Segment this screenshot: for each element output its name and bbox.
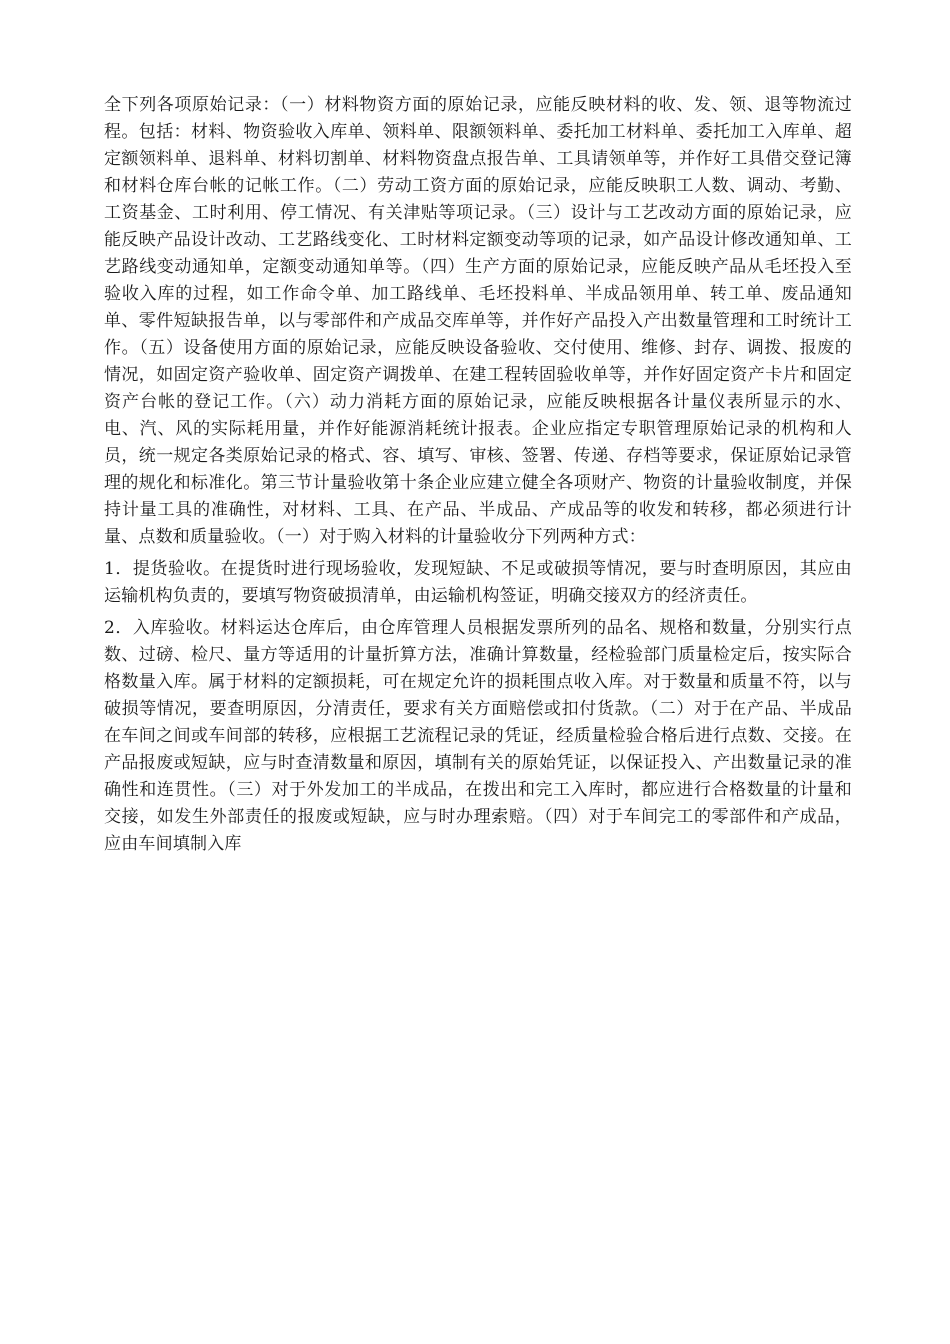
paragraph-pickup-inspection: 1．提货验收。在提货时进行现场验收，发现短缺、不足或破损等情况，要与时查明原因，其应由运输机构负责的，要填写物资破损清单，由运输机构签证，明确交接双方的经济责任。 — [104, 559, 852, 606]
paragraph-records: 全下列各项原始记录：（一）材料物资方面的原始记录，应能反映材料的收、发、领、退等物流过程。包括：材料、物资验收入库单、领料单、限额领料单、委托加工材料单、委托加工入库单、超定额领料单、退料单、材料切割单、材料物资盘点报告单、工具请领单等，并作好工具借交登记簿和材料仓库台帐的记帐工作。（二）劳动工资方面的原始记录，应能反映职工人数、调动、考勤、工资基金、工时利用、停工情况、有关津贴等项记录。（三）设计与工艺改动方面的原始记录，应能反映产品设计改动、工艺路线变化、工时材料定额变动等项的记录，如产品设计修改通知单、工艺路线变动通知单，定额变动通知单等。（四）生产方面的原始记录，应能反映产品从毛坯投入至验收入库的过程，如工作命令单、加工路线单、毛坯投料单、半成品领用单、转工单、废品通知单、零件短缺报告单，以与零部件和产成品交库单等，并作好产品投入产出数量管理和工时统计工作。（五）设备使用方面的原始记录，应能反映设备验收、交付使用、维修、封存、调拨、报废的情况，如固定资产验收单、固定资产调拨单、在建工程转固验收单等，并作好固定资产卡片和固定资产台帐的登记工作。（六）动力消耗方面的原始记录，应能反映根据各计量仪表所显示的水、电、汽、风的实际耗用量，并作好能源消耗统计报表。企业应指定专职管理原始记录的机构和人员，统一规定各类原始记录的格式、容、填写、审核、签署、传递、存档等要求，保证原始记录管理的规化和标准化。第三节计量验收第十条企业应建立健全各项财产、物资的计量验收制度，并保持计量工具的准确性，对材料、工具、在产品、半成品、产成品等的收发和转移，都必须进行计量、点数和质量验收。（一）对于购入材料的计量验收分下列两种方式： — [104, 95, 852, 547]
paragraph-warehouse-inspection: 2．入库验收。材料运达仓库后，由仓库管理人员根据发票所列的品名、规格和数量，分别实行点数、过磅、检尺、量方等适用的计量折算方法，准确计算数量，经检验部门质量检定后，按实际合格数量入库。属于材料的定额损耗，可在规定允许的损耗围点收入库。对于数量和质量不符，以与破损等情况，要查明原因，分清责任，要求有关方面赔偿或扣付货款。（二）对于在产品、半成品在车间之间或车间部的转移，应根据工艺流程记录的凭证，经质量检验合格后进行点数、交接。在产品报废或短缺，应与时查清数量和原因，填制有关的原始凭证，以保证投入、产出数量记录的准确性和连贯性。（三）对于外发加工的半成品，在拨出和完工入库时，都应进行合格数量的计量和交接，如发生外部责任的报废或短缺，应与时办理索赔。（四）对于车间完工的零部件和产成品，应由车间填制入库 — [104, 618, 852, 854]
document-body — [104, 92, 852, 863]
